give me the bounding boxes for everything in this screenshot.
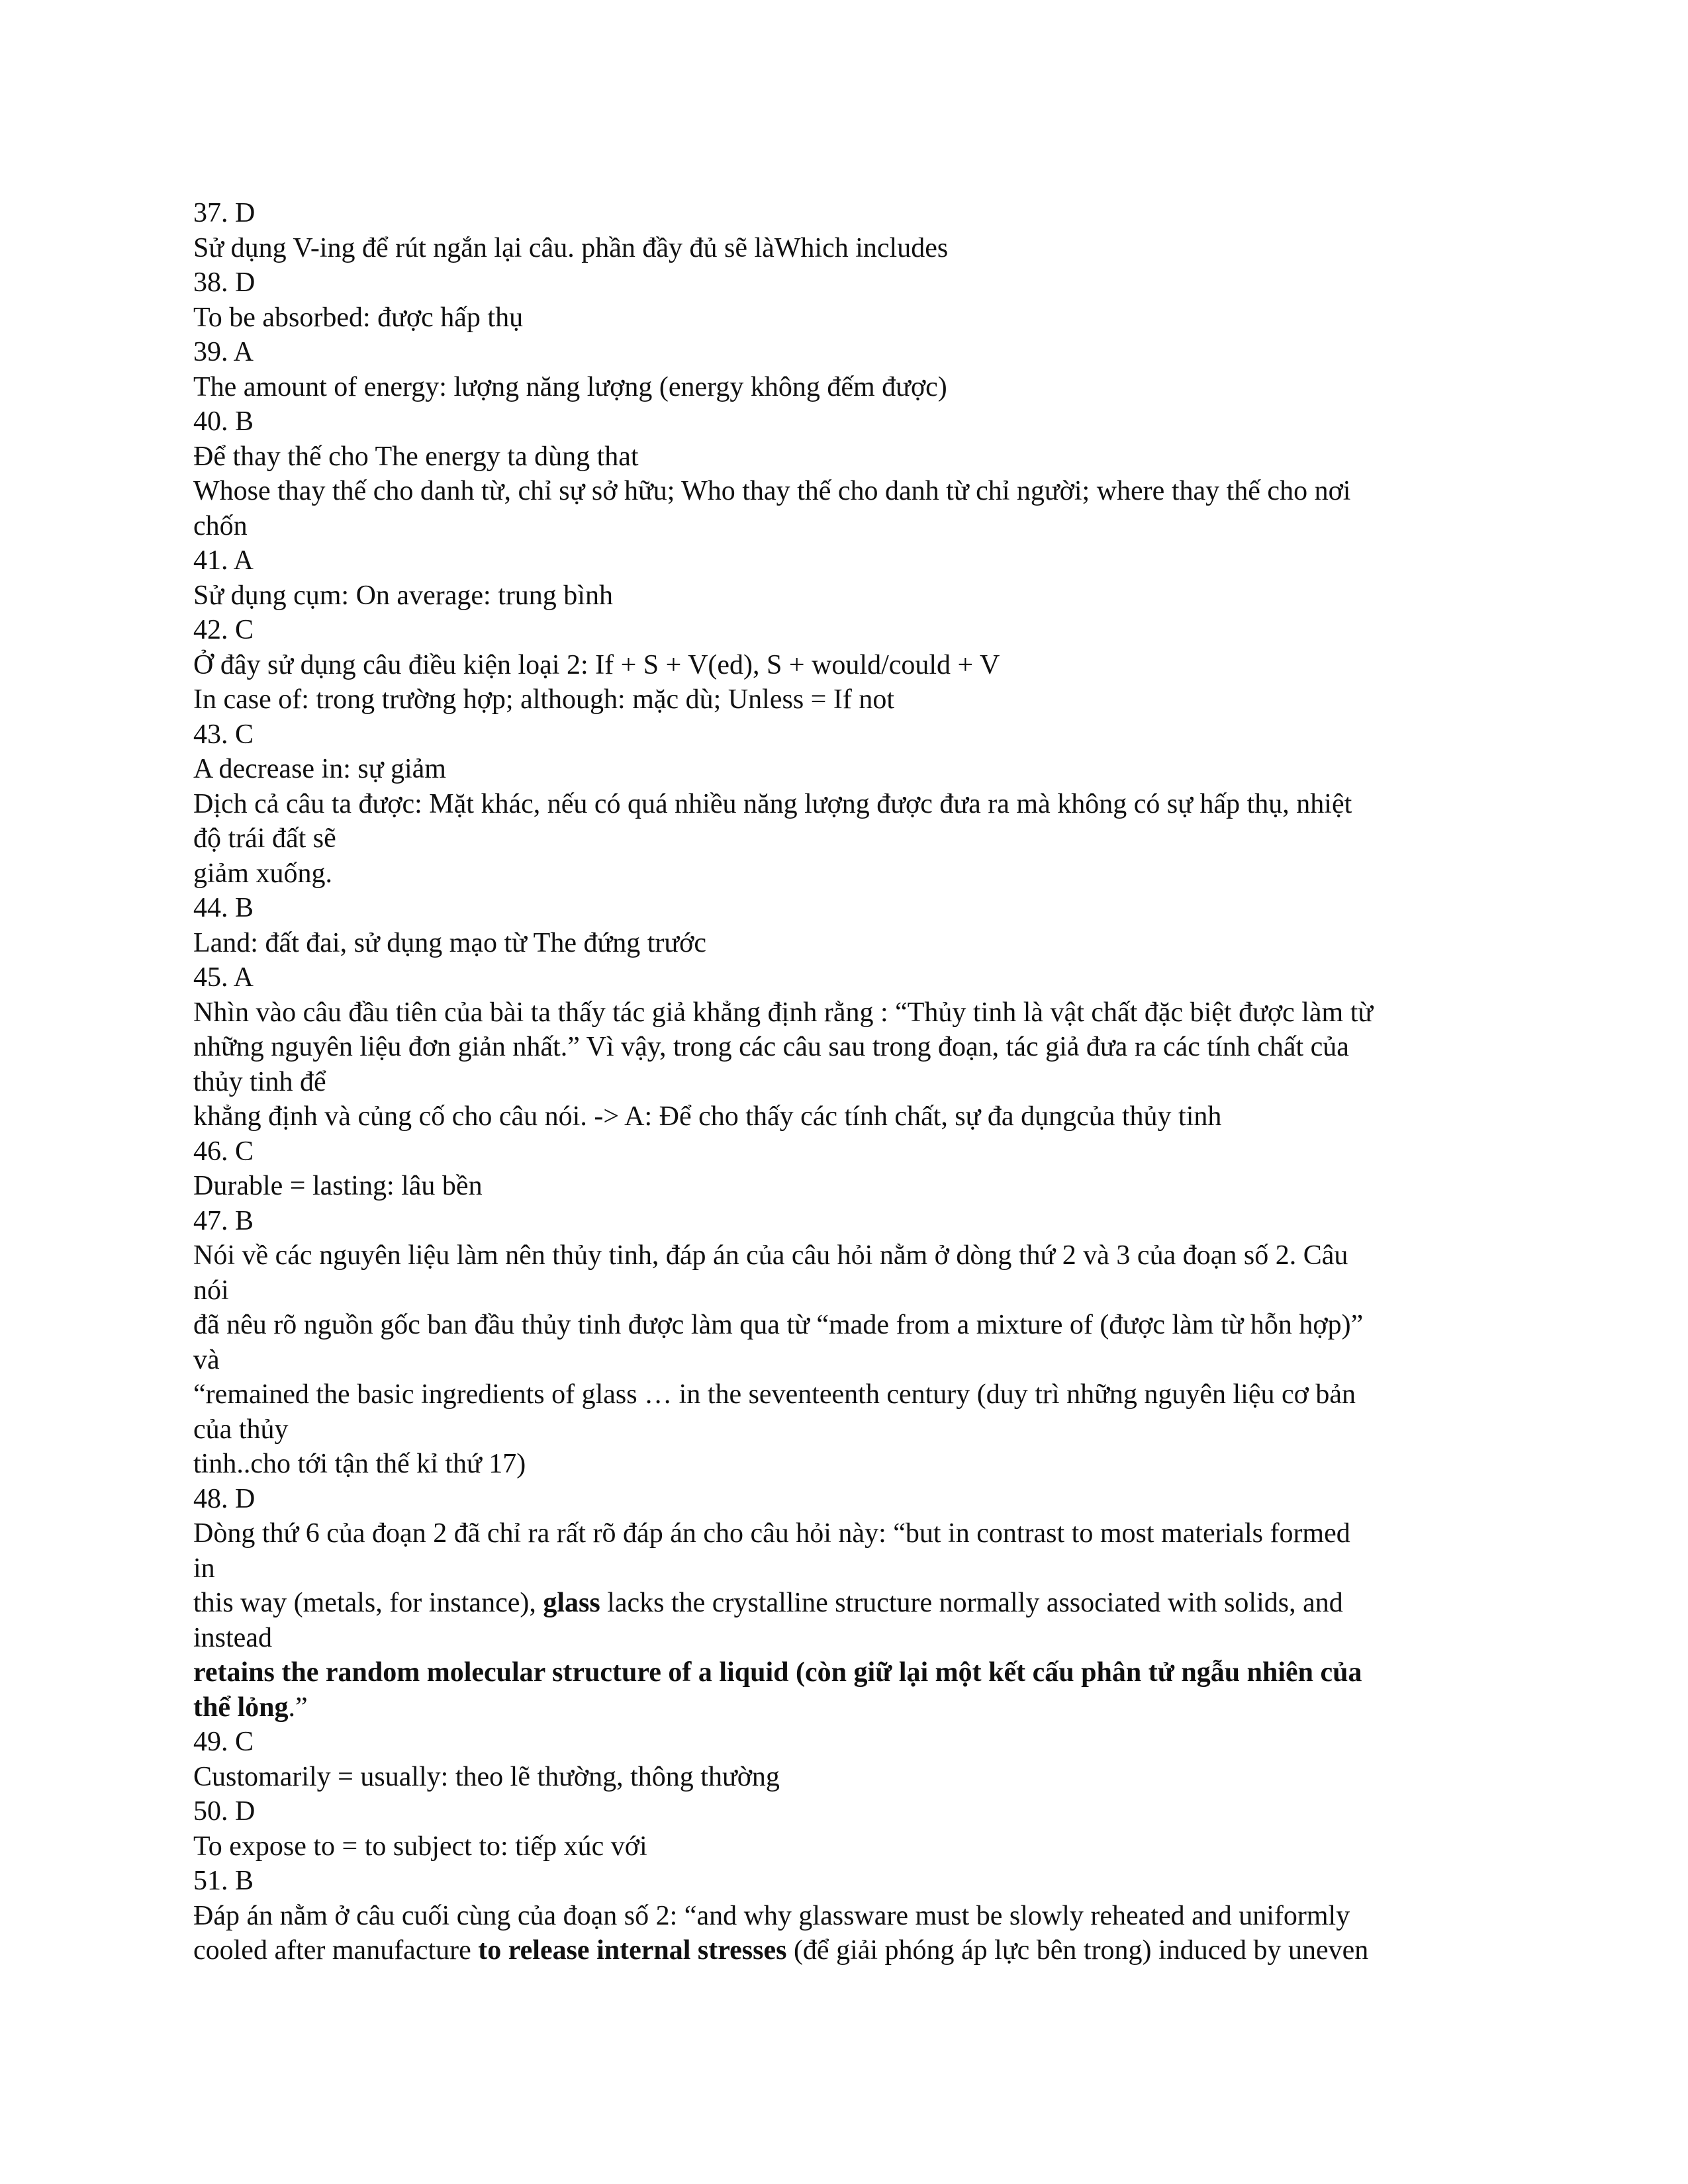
text-segment: độ trái đất sẽ xyxy=(193,823,336,854)
text-line xyxy=(193,1134,1491,1169)
text-line xyxy=(193,1447,1491,1482)
text-line xyxy=(193,1238,1491,1273)
text-segment: cooled after manufacture xyxy=(193,1935,479,1966)
text-segment: Nói về các nguyên liệu làm nên thủy tinh, đáp án của câu hỏi nằm ở dòng thứ 2 và 3 của đoạn số 2. Câu xyxy=(193,1240,1348,1271)
text-line xyxy=(193,1655,1491,1690)
text-line xyxy=(193,752,1491,787)
text-line xyxy=(193,543,1491,578)
text-segment: To expose to = to subject to: tiếp xúc với xyxy=(193,1831,647,1862)
text-line xyxy=(193,682,1491,717)
text-segment: 38. D xyxy=(193,267,256,298)
text-segment: Đáp án nằm ở câu cuối cùng của đoạn số 2: “and why glassware must be slowly reheated and uniformly xyxy=(193,1900,1350,1931)
text-segment: 37. D xyxy=(193,198,256,228)
text-segment: Whose thay thế cho danh từ, chỉ sự sở hữu; Who thay thế cho danh từ chỉ người; where thay thế cho nơi xyxy=(193,476,1351,506)
text-line xyxy=(193,926,1491,961)
text-segment: 42. C xyxy=(193,615,254,645)
text-segment: Nhìn vào câu đầu tiên của bài ta thấy tác giả khẳng định rằng : “Thủy tinh là vật chất đặc biệt được làm từ xyxy=(193,997,1374,1028)
text-segment: Dòng thứ 6 của đoạn 2 đã chỉ ra rất rõ đáp án cho câu hỏi này: “but in contrast to most materials formed xyxy=(193,1518,1350,1549)
text-line xyxy=(193,578,1491,614)
text-line xyxy=(193,891,1491,926)
text-segment: 49. C xyxy=(193,1727,254,1757)
text-segment: in xyxy=(193,1553,215,1584)
text-segment: thủy tinh để xyxy=(193,1066,326,1097)
text-segment: The amount of energy: lượng năng lượng (energy không đếm được) xyxy=(193,371,947,402)
text-segment: Ở đây sử dụng câu điều kiện loại 2: If + S + V(ed), S + would/could + V xyxy=(193,649,1000,680)
bold-text-segment: to release internal stresses xyxy=(478,1935,787,1966)
text-segment: chốn xyxy=(193,510,248,541)
text-line xyxy=(193,1586,1491,1621)
bold-text-segment: glass xyxy=(543,1588,600,1618)
text-line xyxy=(193,196,1491,231)
text-segment: 40. B xyxy=(193,406,254,437)
text-segment: 51. B xyxy=(193,1866,254,1896)
text-line xyxy=(193,787,1491,822)
text-segment: 44. B xyxy=(193,893,254,923)
text-segment: khẳng định và củng cố cho câu nói. -> A: Để cho thấy các tính chất, sự đa dụngcủa thủy tinh xyxy=(193,1101,1222,1132)
text-line xyxy=(193,1412,1491,1447)
text-line xyxy=(193,1482,1491,1517)
document-page xyxy=(193,196,1491,1968)
text-segment: 39. A xyxy=(193,337,254,367)
text-line xyxy=(193,370,1491,405)
text-segment: 43. C xyxy=(193,719,254,750)
bold-text-segment: thể lỏng xyxy=(193,1692,289,1723)
text-line xyxy=(193,1516,1491,1551)
text-segment: những nguyên liệu đơn giản nhất.” Vì vậy, trong các câu sau trong đoạn, tác giả đưa ra các tính chất của xyxy=(193,1032,1349,1062)
text-line xyxy=(193,613,1491,648)
bold-text-segment: retains the random molecular structure of a liquid (còn giữ lại một kết cấu phân tử ngẫu nhiên của xyxy=(193,1657,1362,1688)
document-body xyxy=(193,196,1491,1968)
text-line xyxy=(193,1030,1491,1065)
text-line xyxy=(193,856,1491,891)
text-line xyxy=(193,404,1491,439)
text-line xyxy=(193,335,1491,370)
text-line xyxy=(193,648,1491,683)
text-segment: (để giải phóng áp lực bên trong) induced by uneven xyxy=(786,1935,1369,1966)
text-segment: 41. A xyxy=(193,545,254,576)
text-line xyxy=(193,1933,1491,1968)
text-line xyxy=(193,1273,1491,1308)
text-line xyxy=(193,995,1491,1030)
text-segment: “remained the basic ingredients of glass … in the seventeenth century (duy trì những nguyên liệu cơ bản xyxy=(193,1379,1356,1410)
text-segment: Durable = lasting: lâu bền xyxy=(193,1171,483,1201)
text-line xyxy=(193,1760,1491,1795)
text-line xyxy=(193,474,1491,509)
text-segment: Dịch cả câu ta được: Mặt khác, nếu có quá nhiều năng lượng được đưa ra mà không có sự hấp thụ, nhiệt xyxy=(193,788,1352,819)
text-line xyxy=(193,717,1491,752)
text-line xyxy=(193,960,1491,995)
text-line xyxy=(193,1621,1491,1656)
text-line xyxy=(193,1829,1491,1864)
text-segment: To be absorbed: được hấp thụ xyxy=(193,302,524,333)
text-line xyxy=(193,1551,1491,1586)
text-line xyxy=(193,1343,1491,1378)
text-segment: nói xyxy=(193,1275,229,1306)
text-segment: instead xyxy=(193,1622,272,1653)
text-segment: A decrease in: sự giảm xyxy=(193,754,446,784)
text-segment: Sử dụng cụm: On average: trung bình xyxy=(193,580,613,611)
text-line xyxy=(193,1308,1491,1343)
text-segment: 46. C xyxy=(193,1136,254,1167)
text-line xyxy=(193,821,1491,856)
text-segment: của thủy xyxy=(193,1414,289,1445)
text-line xyxy=(193,1377,1491,1412)
text-line xyxy=(193,1065,1491,1100)
text-line xyxy=(193,300,1491,336)
text-segment: Để thay thế cho The energy ta dùng that xyxy=(193,441,639,472)
text-line xyxy=(193,1725,1491,1760)
text-segment: giảm xuống. xyxy=(193,858,332,889)
text-line xyxy=(193,265,1491,300)
text-segment: this way (metals, for instance), xyxy=(193,1588,543,1618)
text-segment: Customarily = usually: theo lẽ thường, thông thường xyxy=(193,1761,780,1792)
text-line xyxy=(193,439,1491,475)
text-line xyxy=(193,1169,1491,1204)
text-segment: In case of: trong trường hợp; although: mặc dù; Unless = If not xyxy=(193,684,895,715)
text-line xyxy=(193,1794,1491,1829)
text-line xyxy=(193,1899,1491,1934)
text-segment: 50. D xyxy=(193,1796,256,1827)
text-segment: đã nêu rõ nguồn gốc ban đầu thủy tinh được làm qua từ “made from a mixture of (được làm từ hỗn hợp)” xyxy=(193,1310,1364,1340)
text-line xyxy=(193,1204,1491,1239)
text-line xyxy=(193,509,1491,544)
text-segment: 45. A xyxy=(193,962,254,993)
text-line xyxy=(193,1099,1491,1134)
text-segment: Sử dụng V-ing để rút ngắn lại câu. phần đầy đủ sẽ làWhich includes xyxy=(193,232,949,263)
text-line xyxy=(193,231,1491,266)
text-segment: tinh..cho tới tận thế kỉ thứ 17) xyxy=(193,1449,526,1479)
text-segment: và xyxy=(193,1344,220,1375)
text-segment: 48. D xyxy=(193,1483,256,1514)
text-segment: .” xyxy=(288,1692,308,1723)
text-line xyxy=(193,1690,1491,1725)
text-segment: lacks the crystalline structure normally associated with solids, and xyxy=(600,1588,1343,1618)
text-line xyxy=(193,1864,1491,1899)
text-segment: Land: đất đai, sử dụng mạo từ The đứng trước xyxy=(193,927,707,958)
text-segment: 47. B xyxy=(193,1205,254,1236)
